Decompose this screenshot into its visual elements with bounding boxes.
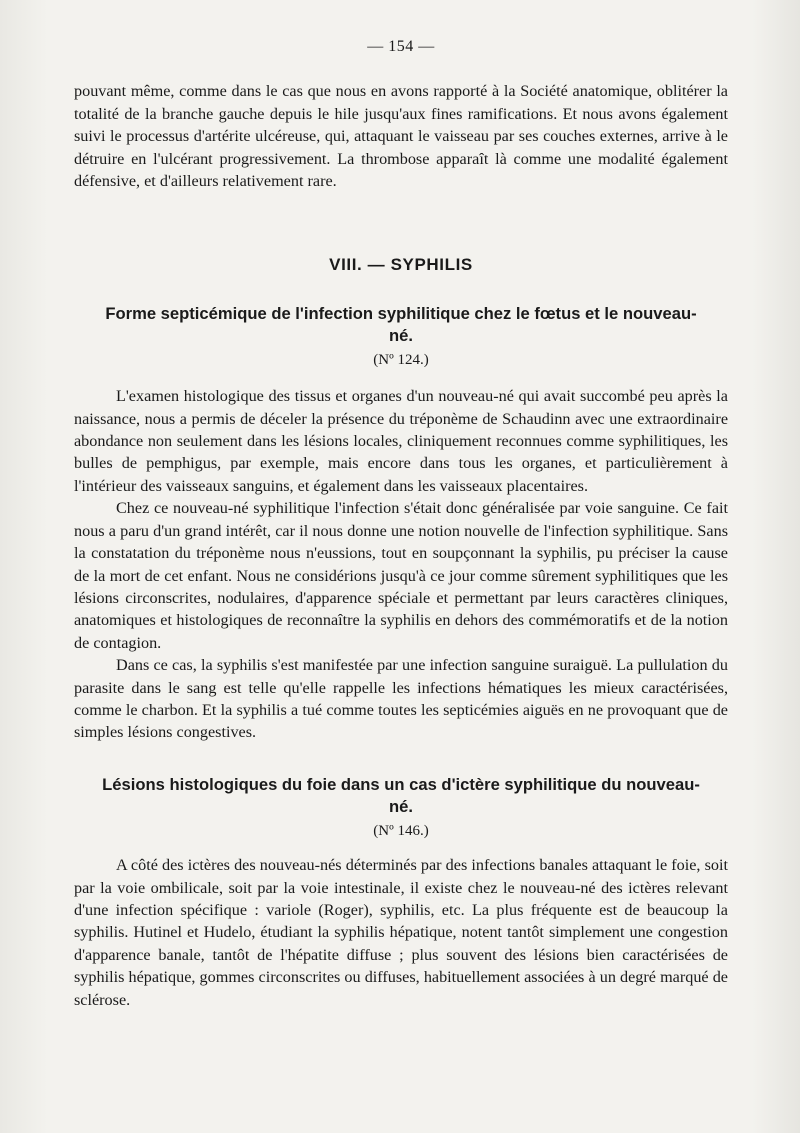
- article-paragraph: A côté des ictères des nouveau-nés déterminés par des infections banales attaquant le foie, soit par la voie ombilicale, soit par la voie intestinale, il existe chez le nouveau-né des ictères relevant d'une infection spécifique : variole (Roger), syphilis, etc. La plus fréquente est de beaucoup la syphilis. Hutinel et Hudelo, étudiant la syphilis hépatique, notent tantôt simplement une congestion d'apparence banale, tantôt de l'hépatite diffuse ; plus souvent des lésions bien caractérisées de syphilis hépatique, gommes circonscrites ou diffuses, habituellement associées à un degré marqué de sclérose.: [74, 856, 728, 1009]
- article-paragraph: L'examen histologique des tissus et organes d'un nouveau-né qui avait succombé peu après la naissance, nous a permis de déceler la présence du tréponème de Schaudinn avec une extraordinaire abondance non seulement dans les lésions locales, cliniquement reconnues comme syphilitiques, les bulles de pemphigus, par exemple, mais encore dans tous les organes, et particulièrement à l'intérieur des vaisseaux sanguins, et également dans les vaisseaux placentaires.: [74, 387, 728, 495]
- section-title: VIII. — SYPHILIS: [329, 255, 473, 275]
- article-reference: (Nº 146.): [373, 822, 429, 839]
- intro-paragraph: pouvant même, comme dans le cas que nous en avons rapporté à la Société anatomique, oblitérer la totalité de la branche gauche depuis le hile jusqu'aux fines ramifications. Et nous avons également suivi le processus d'artérite ulcéreuse, qui, attaquant le vaisseau par ses couches externes, arrive à le détruire en l'ulcérant progressivement. La thrombose apparaît là comme une modalité également défensive, et d'ailleurs relativement rare.: [74, 82, 728, 191]
- article-title: Forme septicémique de l'infection syphilitique chez le fœtus et le nouveau-né.: [105, 303, 697, 345]
- article-ictere: [74, 774, 728, 1011]
- article-paragraph: Dans ce cas, la syphilis s'est manifestée par une infection sanguine suraiguë. La pullulation du parasite dans le sang est telle qu'elle rappelle les infections hématiques les mieux caractérisées, comme le charbon. Et la syphilis a tué comme toutes les septicémies aiguës en ne provoquant que de simples lésions congestives.: [74, 656, 728, 742]
- page-number: — 154 —: [367, 38, 435, 55]
- article-septicemie: [74, 303, 728, 744]
- article-title: Lésions histologiques du foie dans un cas d'ictère syphilitique du nouveau-né.: [102, 774, 700, 816]
- article-paragraph: Chez ce nouveau-né syphilitique l'infection s'était donc généralisée par voie sanguine. Ce fait nous a paru d'un grand intérêt, car il nous donne une notion nouvelle de l'infection syphilitique. Sans la constatation du tréponème nous n'eussions, tout en soupçonnant la syphilis, pu préciser la cause de la mort de cet enfant. Nous ne considérions jusqu'à ce jour comme sûrement syphilitiques que les lésions circonscrites, nodulaires, d'apparence spéciale et permettant par leurs caractères cliniques, anatomiques et histologiques de reconnaître la syphilis en dehors des commémoratifs et de la notion de contagion.: [74, 499, 728, 652]
- article-reference: (Nº 124.): [373, 351, 429, 368]
